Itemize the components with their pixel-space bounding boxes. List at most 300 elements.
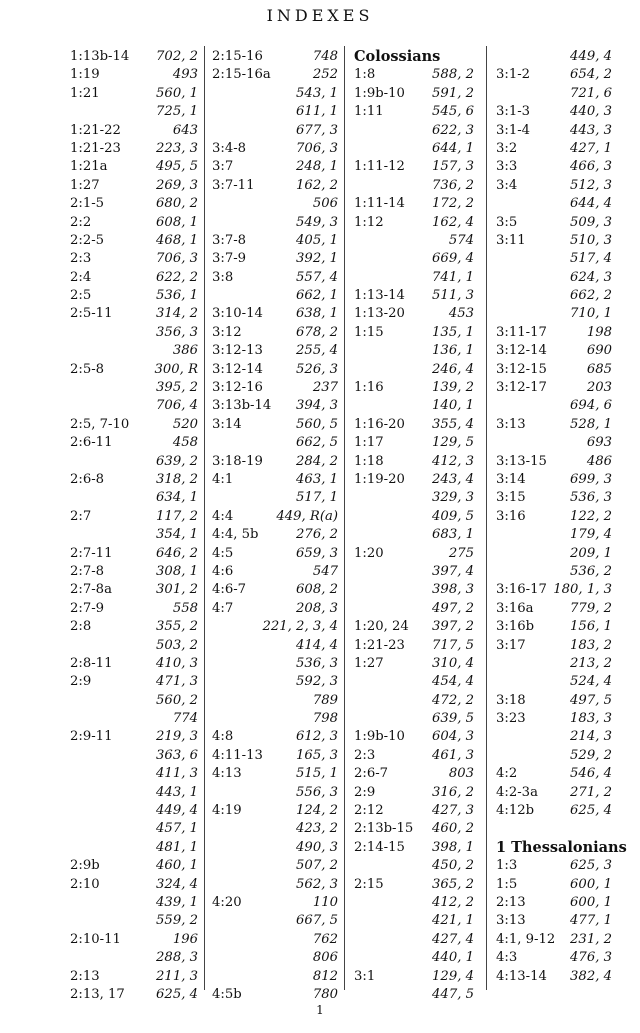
index-entry (212, 214, 338, 232)
index-entry (496, 857, 612, 875)
page-reference: 611, 1 (296, 104, 338, 120)
scripture-reference: 2:6-11 (70, 435, 113, 451)
page-reference: 117, 2 (156, 508, 198, 524)
index-entry (354, 416, 474, 434)
scripture-reference: 1:19 (70, 67, 100, 83)
index-entry (212, 379, 338, 397)
page-reference: 789 (312, 692, 338, 708)
index-entry (354, 949, 474, 967)
page-reference: 450, 2 (432, 858, 474, 874)
column-divider (204, 46, 205, 990)
scripture-reference: 2:4 (70, 269, 92, 285)
index-entry (496, 655, 612, 673)
index-entry (496, 728, 612, 746)
index-entry (70, 195, 198, 213)
page-header: INDEXES (266, 6, 374, 25)
page-reference: 639, 5 (432, 711, 474, 727)
page-reference: 308, 1 (156, 563, 198, 579)
scripture-reference: 2:8 (70, 619, 92, 635)
index-entry (354, 232, 474, 250)
page-reference: 310, 4 (432, 655, 474, 671)
index-entry (70, 637, 198, 655)
scripture-reference: 2:13 (70, 968, 100, 984)
page-reference: 678, 2 (296, 324, 338, 340)
page-reference: 454, 4 (432, 674, 474, 690)
scripture-reference: 3:12-15 (496, 361, 547, 377)
page-reference: 558 (172, 600, 198, 616)
scripture-reference: 2:7-9 (70, 600, 105, 616)
index-entry (496, 526, 612, 544)
page-reference: 386 (172, 343, 198, 359)
page-reference: 457, 1 (156, 821, 198, 837)
index-entry (496, 618, 612, 636)
index-entry (212, 48, 338, 66)
page-reference: 394, 3 (296, 398, 338, 414)
index-entry (354, 103, 474, 121)
page-reference: 685 (586, 361, 612, 377)
index-entry (354, 931, 474, 949)
page-reference: 471, 3 (156, 674, 198, 690)
page-reference: 654, 2 (570, 67, 612, 83)
index-entry (70, 728, 198, 746)
index-entry (70, 269, 198, 287)
scripture-reference: 3:12-17 (496, 380, 547, 396)
index-entry (70, 820, 198, 838)
index-entry (354, 397, 474, 415)
index-entry (212, 232, 338, 250)
page-reference: 699, 3 (570, 471, 612, 487)
index-entry (496, 600, 612, 618)
page-reference: 510, 3 (570, 232, 612, 248)
index-entry (496, 471, 612, 489)
page-reference: 625, 4 (156, 986, 198, 1002)
index-entry (354, 471, 474, 489)
index-entry (70, 673, 198, 691)
page-reference (440, 48, 474, 66)
index-entry (212, 986, 338, 1004)
index-entry (70, 894, 198, 912)
index-entry (496, 85, 612, 103)
index-entry (70, 857, 198, 875)
page-reference: 183, 2 (570, 637, 612, 653)
index-column-2 (212, 48, 338, 1004)
page-reference: 223, 3 (156, 140, 198, 156)
scripture-reference: 1:27 (354, 655, 384, 671)
scripture-reference: 2:13b-15 (354, 821, 414, 837)
index-entry (212, 66, 338, 84)
scripture-reference: 2:6-8 (70, 471, 105, 487)
index-entry (70, 471, 198, 489)
index-entry (496, 581, 612, 599)
page-reference: 517, 1 (296, 490, 338, 506)
index-entry (70, 48, 198, 66)
index-entry (496, 250, 612, 268)
index-entry (496, 931, 612, 949)
scripture-reference: 1:13-20 (354, 306, 405, 322)
scripture-reference: 4:2 (496, 766, 518, 782)
scripture-reference: 3:16b (496, 619, 535, 635)
page-reference: 486 (586, 453, 612, 469)
index-entry (354, 618, 474, 636)
index-column-4 (496, 48, 627, 986)
page-reference: 798 (312, 711, 338, 727)
index-entry (354, 857, 474, 875)
page-reference: 397, 2 (432, 619, 474, 635)
column-divider (486, 46, 487, 990)
page-reference: 562, 3 (296, 876, 338, 892)
scripture-reference: 3:16 (496, 508, 526, 524)
page-reference: 213, 2 (570, 655, 612, 671)
index-entry (212, 140, 338, 158)
index-entry (70, 453, 198, 471)
scripture-reference: 3:13 (496, 416, 526, 432)
scripture-reference: 2:7-11 (70, 545, 113, 561)
index-entry (70, 324, 198, 342)
page-reference: 748 (312, 49, 338, 64)
page-reference: 314, 2 (156, 306, 198, 322)
index-entry (354, 122, 474, 140)
index-entry (70, 526, 198, 544)
index-entry (70, 287, 198, 305)
page-reference: 414, 4 (296, 637, 338, 653)
index-entry (70, 379, 198, 397)
index-entry (496, 545, 612, 563)
index-entry (70, 563, 198, 581)
page-reference: 608, 2 (296, 582, 338, 598)
scripture-reference: 1:3 (496, 858, 518, 874)
index-entry (496, 177, 612, 195)
scripture-reference: 1:21 (70, 85, 100, 101)
page-reference: 124, 2 (296, 803, 338, 819)
page-reference: 135, 1 (432, 324, 474, 340)
index-entry (212, 85, 338, 103)
page-reference: 638, 1 (296, 306, 338, 322)
page-reference: 398, 1 (432, 839, 474, 855)
page-reference: 547 (312, 563, 338, 579)
scripture-reference: 3:23 (496, 711, 526, 727)
page-reference: 560, 1 (156, 85, 198, 101)
page-reference: 557, 4 (296, 269, 338, 285)
page-reference: 694, 6 (570, 398, 612, 414)
scripture-reference: 2:5 (70, 288, 92, 304)
page-reference: 588, 2 (432, 67, 474, 83)
index-entry (354, 600, 474, 618)
index-entry (354, 765, 474, 783)
index-entry (496, 103, 612, 121)
index-entry (496, 489, 612, 507)
page-reference: 803 (448, 766, 474, 782)
index-entry (212, 820, 338, 838)
index-entry (496, 692, 612, 710)
index-entry (496, 269, 612, 287)
scripture-reference: 4:3 (496, 950, 518, 966)
scripture-reference: 2:5-8 (70, 361, 105, 377)
page-reference: 449, 4 (156, 803, 198, 819)
index-entry (70, 655, 198, 673)
page-reference: 669, 4 (432, 251, 474, 267)
page-reference: 543, 1 (296, 85, 338, 101)
index-entry (70, 434, 198, 452)
page-reference: 440, 1 (432, 950, 474, 966)
index-entry (212, 876, 338, 894)
index-entry (212, 416, 338, 434)
page-reference: 529, 2 (570, 747, 612, 763)
page-reference: 243, 4 (432, 471, 474, 487)
scripture-reference: 2:5, 7-10 (70, 416, 130, 432)
scripture-reference: 4:19 (212, 803, 242, 819)
page-reference: 460, 1 (156, 858, 198, 874)
page-reference: 461, 3 (432, 747, 474, 763)
index-entry (354, 85, 474, 103)
index-entry (70, 66, 198, 84)
page-reference: 398, 3 (432, 582, 474, 598)
scripture-reference: 2:10-11 (70, 931, 121, 947)
scripture-reference: 2:9-11 (70, 729, 113, 745)
page-reference: 780 (312, 986, 338, 1002)
page-reference: 122, 2 (570, 508, 612, 524)
page-reference: 214, 3 (570, 729, 612, 745)
index-entry (496, 416, 612, 434)
index-entry (212, 968, 338, 986)
index-entry (212, 489, 338, 507)
section-heading (496, 838, 627, 857)
page-reference: 196 (172, 931, 198, 947)
page-reference: 639, 2 (156, 453, 198, 469)
index-entry (496, 710, 612, 728)
scripture-reference: 3:14 (496, 471, 526, 487)
scripture-reference: 2:15-16 (212, 49, 263, 64)
page-reference: 592, 3 (296, 674, 338, 690)
index-entry (212, 949, 338, 967)
page-reference: 591, 2 (432, 85, 474, 101)
index-entry (354, 692, 474, 710)
page-reference: 536, 2 (570, 563, 612, 579)
index-entry (70, 508, 198, 526)
index-entry (70, 305, 198, 323)
page-reference: 324, 4 (156, 876, 198, 892)
page-reference: 503, 2 (156, 637, 198, 653)
scripture-reference: 3:3 (496, 159, 518, 175)
page-reference: 463, 1 (296, 471, 338, 487)
index-entry (70, 158, 198, 176)
page-reference: 427, 4 (432, 931, 474, 947)
scripture-reference: 3:16a (496, 600, 534, 616)
page-reference: 129, 4 (432, 968, 474, 984)
index-entry (70, 342, 198, 360)
scripture-reference: 1:17 (354, 435, 384, 451)
index-entry (354, 986, 474, 1004)
index-entry (354, 195, 474, 213)
page-reference: 549, 3 (296, 214, 338, 230)
page-reference: 219, 3 (156, 729, 198, 745)
scripture-reference: 2:5-11 (70, 306, 113, 322)
scripture-reference: 2:13, 17 (70, 986, 125, 1002)
scripture-reference: 4:20 (212, 894, 242, 910)
index-entry (354, 324, 474, 342)
page-reference: 646, 2 (156, 545, 198, 561)
page-reference: 507, 2 (296, 858, 338, 874)
scripture-reference: 4:5b (212, 986, 242, 1002)
index-entry (212, 103, 338, 121)
scripture-reference: 3:18-19 (212, 453, 263, 469)
index-entry (354, 637, 474, 655)
index-entry (354, 434, 474, 452)
index-entry (70, 618, 198, 636)
index-entry (496, 876, 612, 894)
page-reference: 427, 1 (570, 140, 612, 156)
scripture-reference: 1:18 (354, 453, 384, 469)
index-entry (70, 103, 198, 121)
page-reference: 211, 3 (156, 968, 198, 984)
page-reference: 276, 2 (296, 527, 338, 543)
index-entry (496, 949, 612, 967)
page-reference: 536, 1 (156, 288, 198, 304)
scripture-reference: 2:9 (354, 784, 376, 800)
page-reference: 556, 3 (296, 784, 338, 800)
page-reference: 355, 2 (156, 619, 198, 635)
index-entry (212, 177, 338, 195)
page-reference: 528, 1 (570, 416, 612, 432)
index-entry (212, 342, 338, 360)
index-entry (70, 85, 198, 103)
scripture-reference: 1:9b-10 (354, 729, 405, 745)
scripture-reference: 1:11-12 (354, 159, 405, 175)
index-entry (212, 692, 338, 710)
scripture-reference: 3:1-2 (496, 67, 531, 83)
index-entry (212, 655, 338, 673)
index-entry (70, 931, 198, 949)
index-entry (212, 471, 338, 489)
index-entry (354, 453, 474, 471)
index-entry (354, 526, 474, 544)
page-reference: 318, 2 (156, 471, 198, 487)
index-entry (496, 397, 612, 415)
page-reference: 721, 6 (570, 85, 612, 101)
scripture-reference: 3:11 (496, 232, 526, 248)
page-reference: 162, 2 (296, 177, 338, 193)
scripture-reference: 4:5 (212, 545, 234, 561)
page-reference: 356, 3 (156, 324, 198, 340)
index-entry (70, 784, 198, 802)
index-entry (212, 397, 338, 415)
index-entry (354, 747, 474, 765)
index-entry (212, 857, 338, 875)
page-reference: 677, 3 (296, 122, 338, 138)
page-reference: 710, 1 (570, 306, 612, 322)
page-reference: 509, 3 (570, 214, 612, 230)
index-entry (496, 434, 612, 452)
page-reference: 690 (586, 343, 612, 359)
scripture-reference: 3:1-3 (496, 104, 531, 120)
scripture-reference: 2:7-8 (70, 563, 105, 579)
page-reference: 625, 3 (570, 858, 612, 874)
page-reference: 511, 3 (432, 288, 474, 304)
scripture-reference: 1:13b-14 (70, 49, 130, 64)
scripture-reference: 3:7-8 (212, 232, 247, 248)
index-entry (354, 710, 474, 728)
scripture-reference: 3:16-17 (496, 582, 547, 598)
index-column-3 (354, 48, 474, 1004)
index-entry (212, 434, 338, 452)
index-entry (354, 342, 474, 360)
index-entry (70, 581, 198, 599)
page-reference: 354, 1 (156, 527, 198, 543)
index-entry (212, 195, 338, 213)
scripture-reference: 3:12-16 (212, 380, 263, 396)
page-reference: 725, 1 (156, 104, 198, 120)
index-entry (496, 324, 612, 342)
page-reference: 449, R(a) (276, 508, 338, 524)
page-reference: 741, 1 (432, 269, 474, 285)
page-reference: 363, 6 (156, 747, 198, 763)
page-reference: 405, 1 (296, 232, 338, 248)
scripture-reference: 4:6 (212, 563, 234, 579)
page-reference: 458 (172, 435, 198, 451)
scripture-reference: 1:21-23 (354, 637, 405, 653)
scripture-reference: 1:8 (354, 67, 376, 83)
scripture-reference: 3:7-11 (212, 177, 255, 193)
index-entry (354, 545, 474, 563)
page-reference: 443, 3 (570, 122, 612, 138)
page-reference: 546, 4 (570, 766, 612, 782)
scripture-reference: 3:13 (496, 913, 526, 929)
page-reference: 524, 4 (570, 674, 612, 690)
scripture-reference: 2:9b (70, 858, 100, 874)
page-reference: 468, 1 (156, 232, 198, 248)
page-reference: 476, 3 (570, 950, 612, 966)
scripture-reference: 3:4 (496, 177, 518, 193)
page-reference: 411, 3 (156, 766, 198, 782)
index-entry (496, 342, 612, 360)
page-reference: 736, 2 (432, 177, 474, 193)
scripture-reference: 3:13-15 (496, 453, 547, 469)
page-reference: 466, 3 (570, 159, 612, 175)
page-reference: 497, 5 (570, 692, 612, 708)
index-entry (70, 600, 198, 618)
page-reference: 136, 1 (432, 343, 474, 359)
page-reference: 520 (172, 416, 198, 432)
index-entry (496, 747, 612, 765)
page-reference: 157, 3 (432, 159, 474, 175)
page-reference: 165, 3 (296, 747, 338, 763)
scripture-reference: 2:14-15 (354, 839, 405, 855)
page-reference: 110 (312, 894, 338, 910)
page-reference: 198 (586, 324, 612, 340)
index-entry (70, 232, 198, 250)
page-reference: 300, R (154, 361, 198, 377)
page-reference: 659, 3 (296, 545, 338, 561)
index-entry (354, 489, 474, 507)
index-entry (354, 158, 474, 176)
page-reference: 397, 4 (432, 563, 474, 579)
page-reference: 395, 2 (156, 380, 198, 396)
index-entry (70, 912, 198, 930)
page-reference: 237 (312, 380, 338, 396)
scripture-reference: 1:11-14 (354, 196, 405, 212)
page-reference: 382, 4 (570, 968, 612, 984)
index-entry (496, 48, 612, 66)
index-entry (496, 214, 612, 232)
page-reference: 497, 2 (432, 600, 474, 616)
scripture-reference: 1:15 (354, 324, 384, 340)
scripture-reference: 3:1 (354, 968, 376, 984)
scripture-reference: 2:8-11 (70, 655, 113, 671)
index-entry (354, 784, 474, 802)
scripture-reference: 3:18 (496, 692, 526, 708)
page-reference: 427, 3 (432, 803, 474, 819)
scripture-reference: 3:13b-14 (212, 398, 272, 414)
index-entry (70, 968, 198, 986)
